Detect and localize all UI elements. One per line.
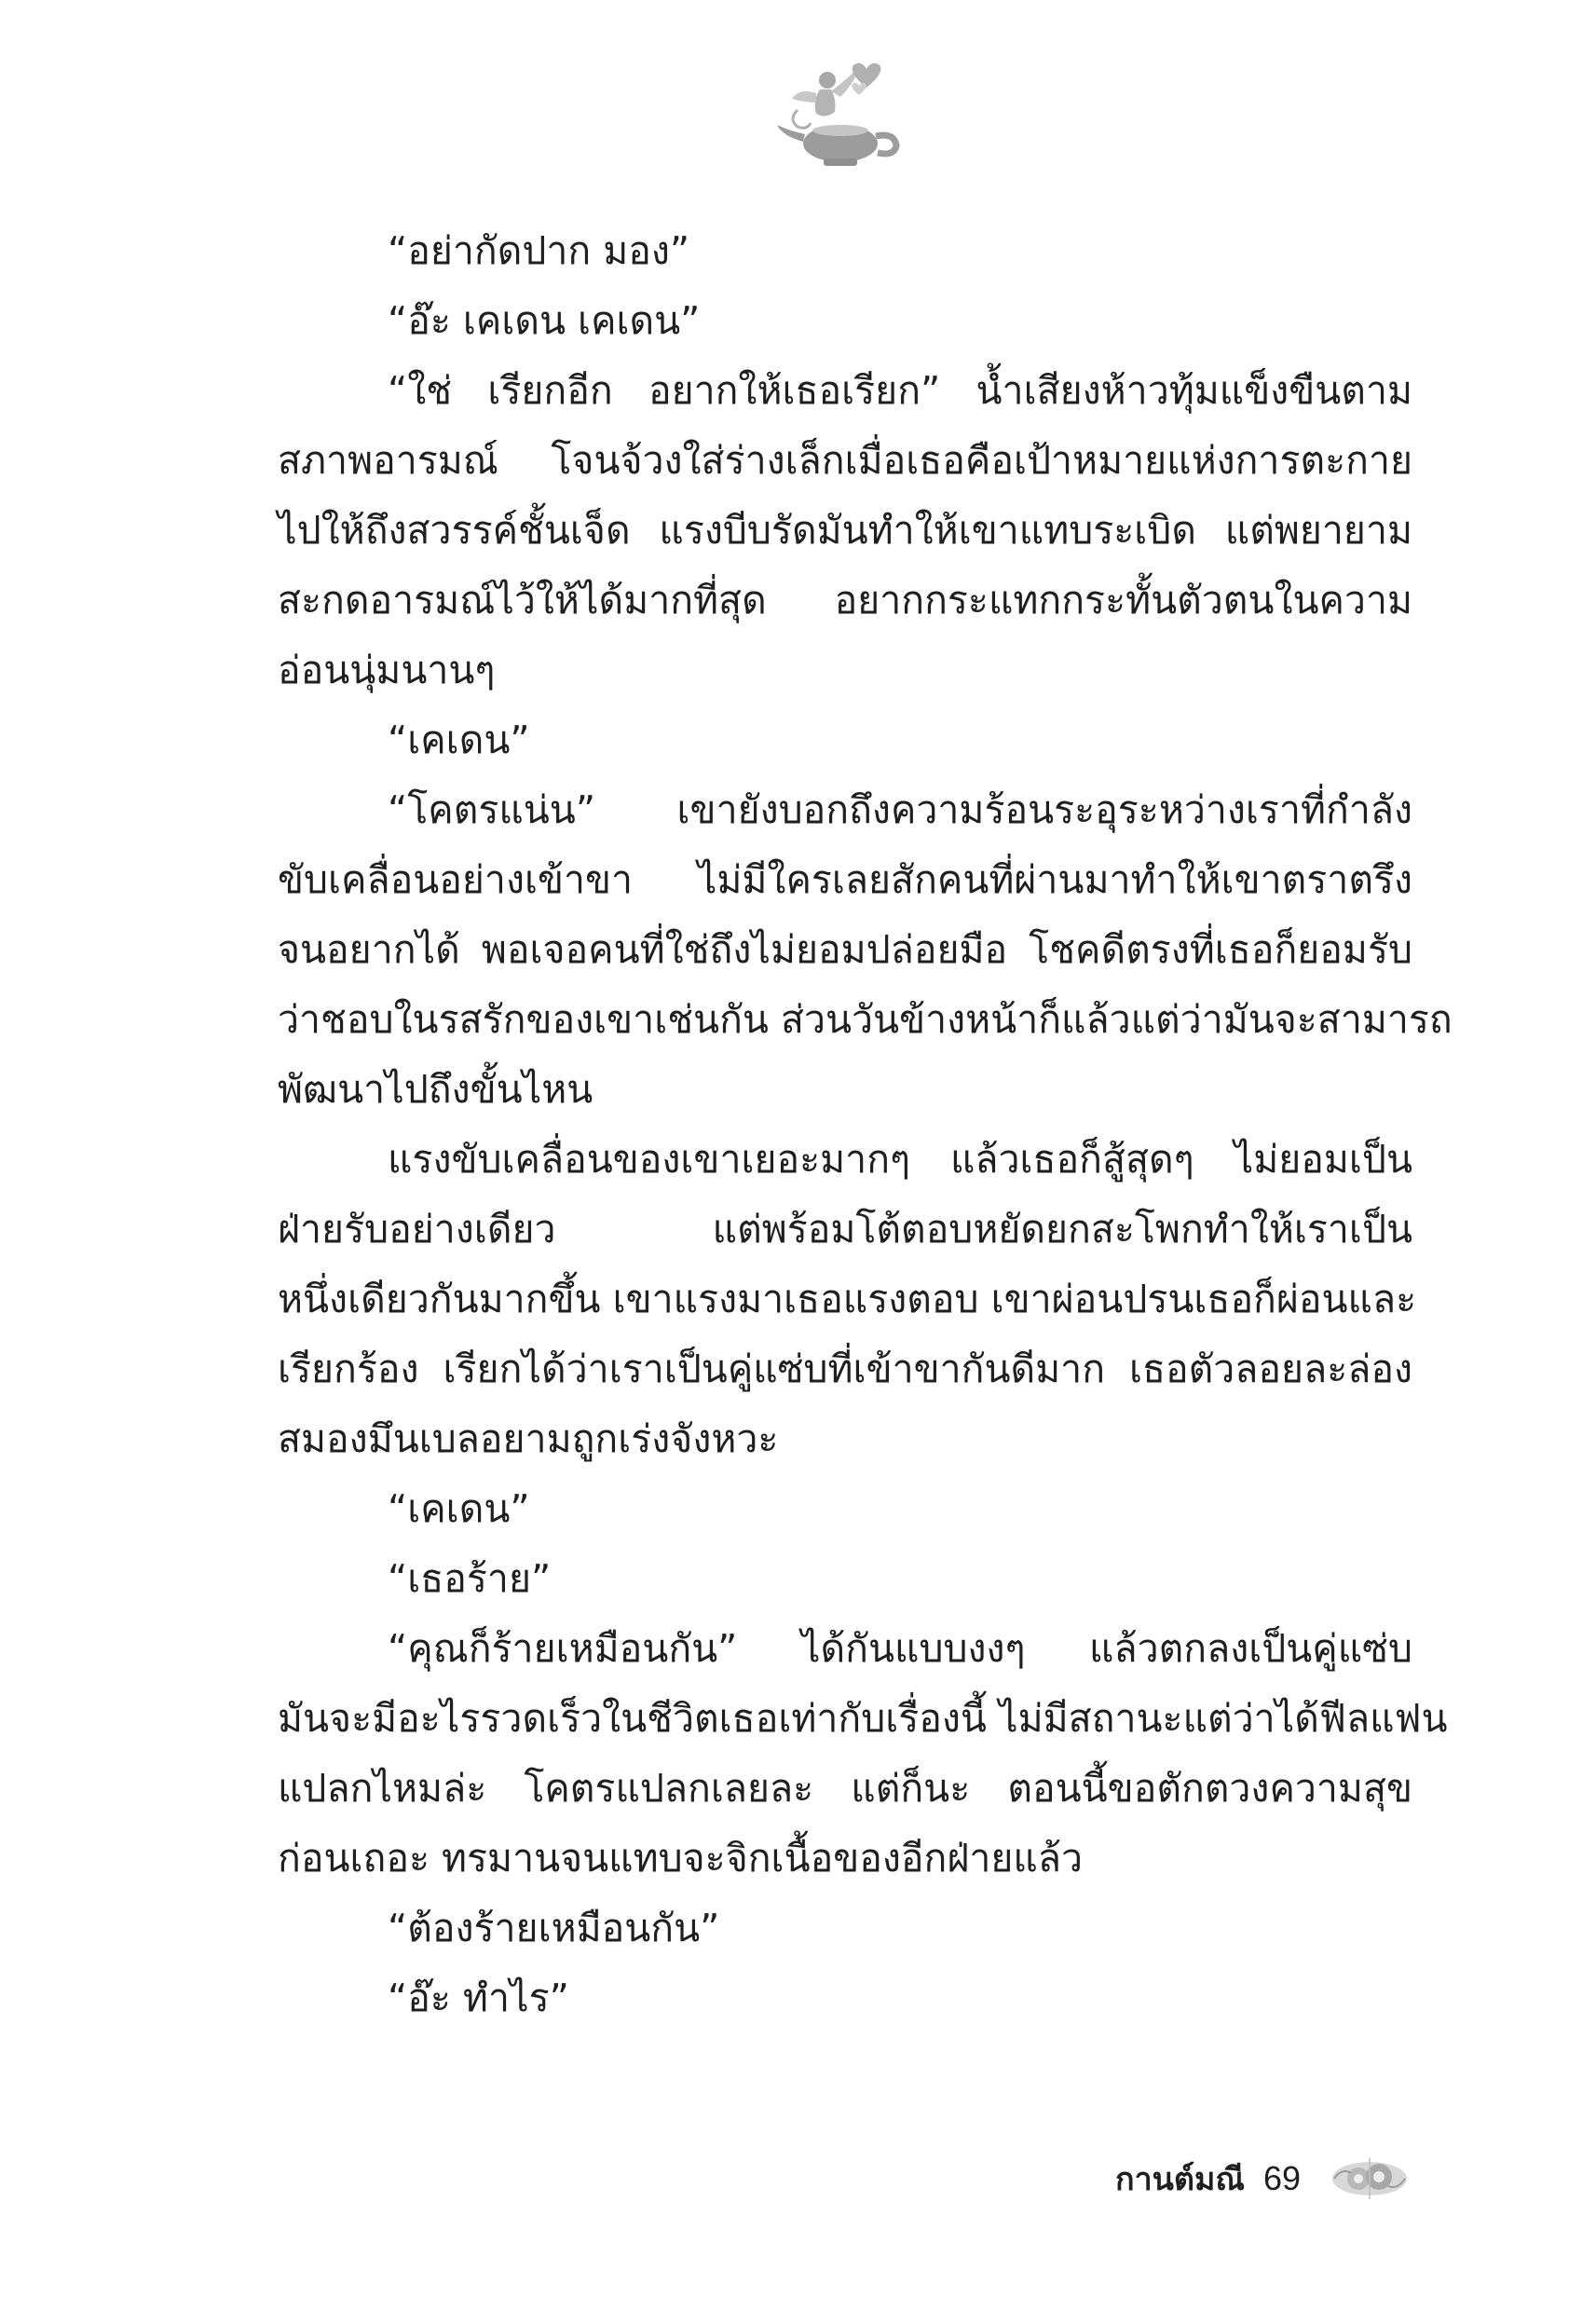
text-line: “โคตรแน่น” เขายังบอกถึงความร้อนระอุระหว่างเราที่กำลัง <box>388 787 1412 832</box>
text-line: หนึ่งเดียวกันมากขึ้น เขาแรงมาเธอแรงตอบ เขาผ่อนปรนเธอก็ผ่อนและ <box>278 1277 1417 1321</box>
text-line: “เคเดน” <box>388 1486 530 1531</box>
text-line: “เธอร้าย” <box>388 1556 552 1601</box>
text-line: “ใช่ เรียกอีก อยากให้เธอเรียก” น้ำเสียงห้าวทุ้มแข็งขืนตาม <box>388 368 1412 413</box>
angel-teapot-ornament-icon <box>770 54 909 173</box>
text-line: แปลกไหมล่ะ โคตรแปลกเลยละ แต่ก็นะ ตอนนี้ขอตักตวงความสุข <box>278 1766 1412 1811</box>
book-title: กานต์มณี <box>1114 2161 1245 2198</box>
flower-ornament-icon <box>1327 2151 1412 2207</box>
text-line: ขับเคลื่อนอย่างเข้าขา ไม่มีใครเลยสักคนที่ผ่านมาทำให้เขาตราตรึง <box>278 857 1412 902</box>
text-line: “อ๊ะ เคเดน เคเดน” <box>388 298 701 343</box>
text-line: แรงขับเคลื่อนของเขาเยอะมากๆ แล้วเธอก็สู้สุดๆ ไม่ยอมเป็น <box>388 1137 1412 1182</box>
text-line: “อ๊ะ ทำไร” <box>388 1976 569 2020</box>
text-line: ว่าชอบในรสรักของเขาเช่นกัน ส่วนวันข้างหน้าก็แล้วแต่ว่ามันจะสามารถ <box>278 997 1453 1042</box>
text-line: อ่อนนุ่มนานๆ <box>278 648 496 692</box>
page-number: 69 <box>1262 2159 1301 2197</box>
text-line: พัฒนาไปถึงขั้นไหน <box>278 1067 593 1112</box>
text-line: “เคเดน” <box>388 718 530 762</box>
text-line: ก่อนเถอะ ทรมานจนแทบจะจิกเนื้อของอีกฝ่ายแล้ว <box>278 1836 1083 1880</box>
text-line: ฝ่ายรับอย่างเดียว แต่พร้อมโต้ตอบหยัดยกสะโพกทำให้เราเป็น <box>278 1207 1412 1251</box>
text-line: “ต้องร้ายเหมือนกัน” <box>388 1906 720 1950</box>
text-line: “คุณก็ร้ายเหมือนกัน” ได้กันแบบงงๆ แล้วตกลงเป็นคู่แซ่บ <box>388 1626 1412 1671</box>
text-line: สมองมึนเบลอยามถูกเร่งจังหวะ <box>278 1416 779 1461</box>
text-line: จนอยากได้ พอเจอคนที่ใช่ถึงไม่ยอมปล่อยมือ โชคดีตรงที่เธอก็ยอมรับ <box>278 927 1412 972</box>
text-line: ไปให้ถึงสวรรค์ชั้นเจ็ด แรงบีบรัดมันทำให้เขาแทบระเบิด แต่พยายาม <box>278 508 1412 553</box>
text-line: “อย่ากัดปาก มอง” <box>388 228 690 273</box>
body-text <box>278 216 1453 2033</box>
text-line: เรียกร้อง เรียกได้ว่าเราเป็นคู่แซ่บที่เข้าขากันดีมาก เธอตัวลอยละล่อง <box>278 1347 1412 1391</box>
text-line: สภาพอารมณ์ โจนจ้วงใส่ร่างเล็กเมื่อเธอคือเป้าหมายแห่งการตะกาย <box>278 438 1412 483</box>
text-line: มันจะมีอะไรรวดเร็วในชีวิตเธอเท่ากับเรื่องนี้ ไม่มีสถานะแต่ว่าได้ฟีลแฟน <box>278 1696 1448 1741</box>
page-footer <box>1115 2151 1412 2207</box>
text-line: สะกดอารมณ์ไว้ให้ได้มากที่สุด อยากกระแทกกระทั้นตัวตนในความ <box>278 578 1412 622</box>
